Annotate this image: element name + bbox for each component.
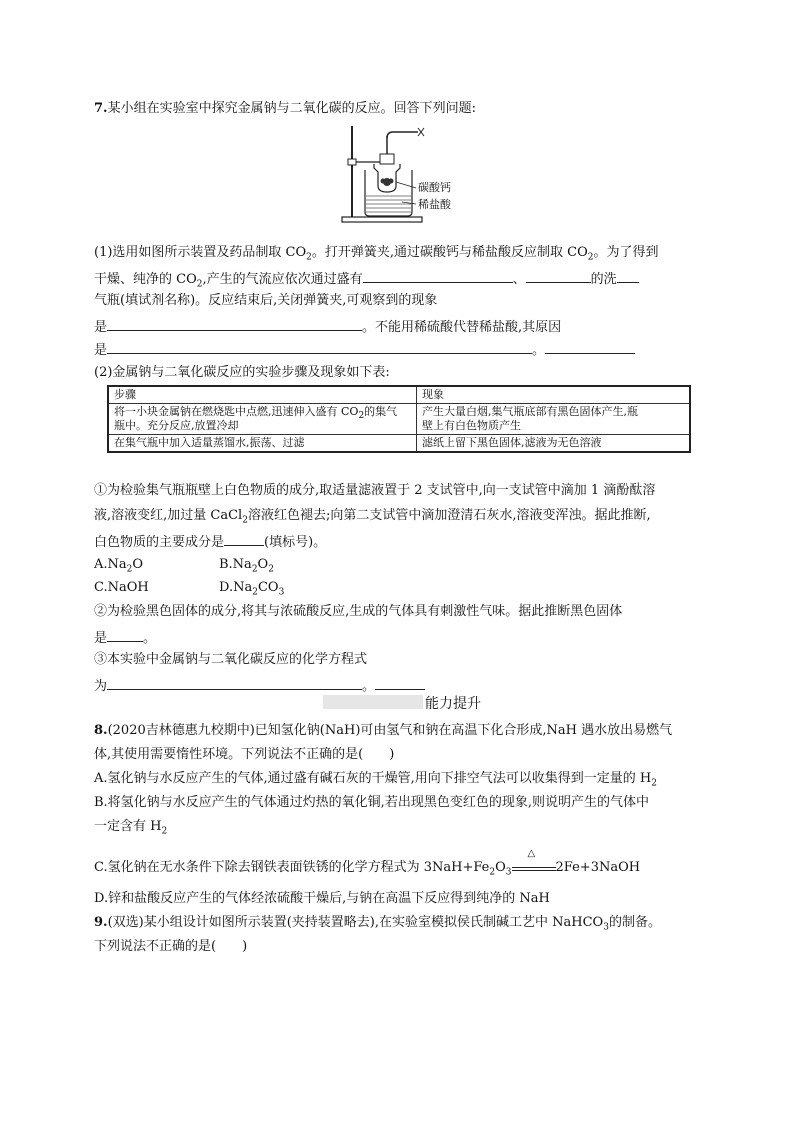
header-observation: 现象 <box>417 386 691 404</box>
q7-p1-line2: 干燥、纯净的 $CO_2$,产生的气流应依次通过盛有 、 的洗 <box>94 268 639 289</box>
q8-option-d: D.锌和盐酸反应产生的气体经浓硫酸干燥后,与钠在高温下反应得到纯净的 NaH <box>94 891 550 906</box>
q9-number: 9. <box>94 915 108 930</box>
q7-p1-line4: 是 。不能用稀硫酸代替稀盐酸,其原因 <box>94 316 561 337</box>
blank-white-substance[interactable] <box>224 531 264 546</box>
q7-c1-line2: 液,溶液变红,加过量 CaCl$_2$溶液红色褪去;向第二支试管中滴加澄清石灰水,溶液变浑浊。据此推断, <box>94 508 651 526</box>
blank-reagent-2[interactable] <box>526 268 591 283</box>
blank-phenomenon[interactable] <box>107 316 362 331</box>
blank-black-solid[interactable] <box>107 627 143 642</box>
table-header-row <box>108 386 690 404</box>
option-b: $B.Na_2O_2$ <box>219 557 274 575</box>
section-bar <box>323 695 423 709</box>
delta-icon: △ <box>527 848 536 859</box>
header-step: 步骤 <box>108 386 417 404</box>
q7-stem: 7.某小组在实验室中探究金属钠与二氧化碳的反应。回答下列问题: <box>94 101 476 116</box>
q7-c1-line3: 白色物质的主要成分是 (填标号)。 <box>94 531 326 552</box>
table-cell: 在集气瓶中加入适量蒸馏水,振荡、过滤 <box>108 435 417 453</box>
table-cell: 滤纸上留下黑色固体,滤液为无色溶液 <box>417 435 691 453</box>
q8-option-a: A.氢化钠与水反应产生的气体,通过盛有碱石灰的干燥管,用向下排空气法可以收集得到一定量的 $H_2$ <box>94 771 657 789</box>
q8-number: 8. <box>94 723 108 738</box>
q8-line1: 8.(2020吉林德惠九校期中)已知氢化钠(NaH)可由氢气和钠在高温下化合形成,NaH 遇水放出易燃气 <box>94 723 673 738</box>
q9-line2: 下列说法不正确的是( ) <box>94 939 248 954</box>
q7-p1-line3: 气瓶(填试剂名称)。反应结束后,关闭弹簧夹,可观察到的现象 <box>94 293 438 308</box>
q8-option-b-line1: B.将氢化钠与水反应产生的气体通过灼热的氧化铜,若出现黑色变红色的现象,则说明产生的气体中 <box>94 795 649 810</box>
q7-c1-line1: ①为检验集气瓶瓶壁上白色物质的成分,取适量滤液置于 2 支试管中,向一支试管中滴加 1 滴酚酞溶 <box>94 483 656 498</box>
blank-reagent-1[interactable] <box>363 268 513 283</box>
table-row <box>108 435 690 453</box>
blank-equation[interactable] <box>107 675 362 690</box>
table-cell: 将一小块金属钠在燃烧匙中点燃,迅速伸入盛有 $CO_2$的集气 瓶中。充分反应,放置冷却 <box>108 404 417 435</box>
blank-reason[interactable] <box>107 339 532 354</box>
heating-condition <box>512 848 556 871</box>
experiment-table <box>107 385 691 453</box>
q8-option-b-line2: 一定含有 $H_2$ <box>94 819 168 837</box>
q7-c3-line2: 为 。 <box>94 675 425 696</box>
option-a: $A.Na_2O$ <box>94 557 144 575</box>
q7-p1-line1: (1)选用如图所示装置及药品制取 $CO_2$。打开弹簧夹,通过碳酸钙与稀盐酸反应制取 $CO_2$。为了得到 <box>94 245 659 263</box>
q7-p2-intro: (2)金属钠与二氧化碳反应的实验步骤及现象如下表: <box>94 365 390 380</box>
q8-option-c: C.氢化钠在无水条件下除去钢铁表面铁锈的化学方程式为 $3NaH+Fe_2O_3$ △ 2Fe+3NaOH <box>94 858 640 877</box>
q7-c2-line2: 是 。 <box>94 627 156 648</box>
table-row <box>108 404 690 435</box>
option-d: $D.Na_2CO_3$ <box>219 580 285 598</box>
q8-line2: 体,其使用需要惰性环境。下列说法不正确的是( ) <box>94 747 395 762</box>
q7-p1-line5: 是 。 <box>94 339 635 360</box>
label-hcl: 稀盐酸 <box>418 198 451 211</box>
label-caco3: 碳酸钙 <box>418 181 451 194</box>
q7-c2-line1: ②为检验黑色固体的成分,将其与浓硫酸反应,生成的气体具有刺激性气味。据此推断黑色固体 <box>94 604 623 619</box>
q7-number: 7. <box>94 101 108 116</box>
section-title: 能力提升 <box>425 696 481 712</box>
q7-c3-line1: ③本实验中金属钠与二氧化碳反应的化学方程式 <box>94 652 368 667</box>
table-cell: 产生大量白烟,集气瓶底部有黑色固体产生,瓶 壁上有白色物质产生 <box>417 404 691 435</box>
q9-line1: 9.(双选)某小组设计如图所示装置(夹持装置略去),在实验室模拟侯氏制碱工艺中 NaHCO$_3$的制备。 <box>94 915 661 933</box>
option-c: C.NaOH <box>94 580 149 595</box>
